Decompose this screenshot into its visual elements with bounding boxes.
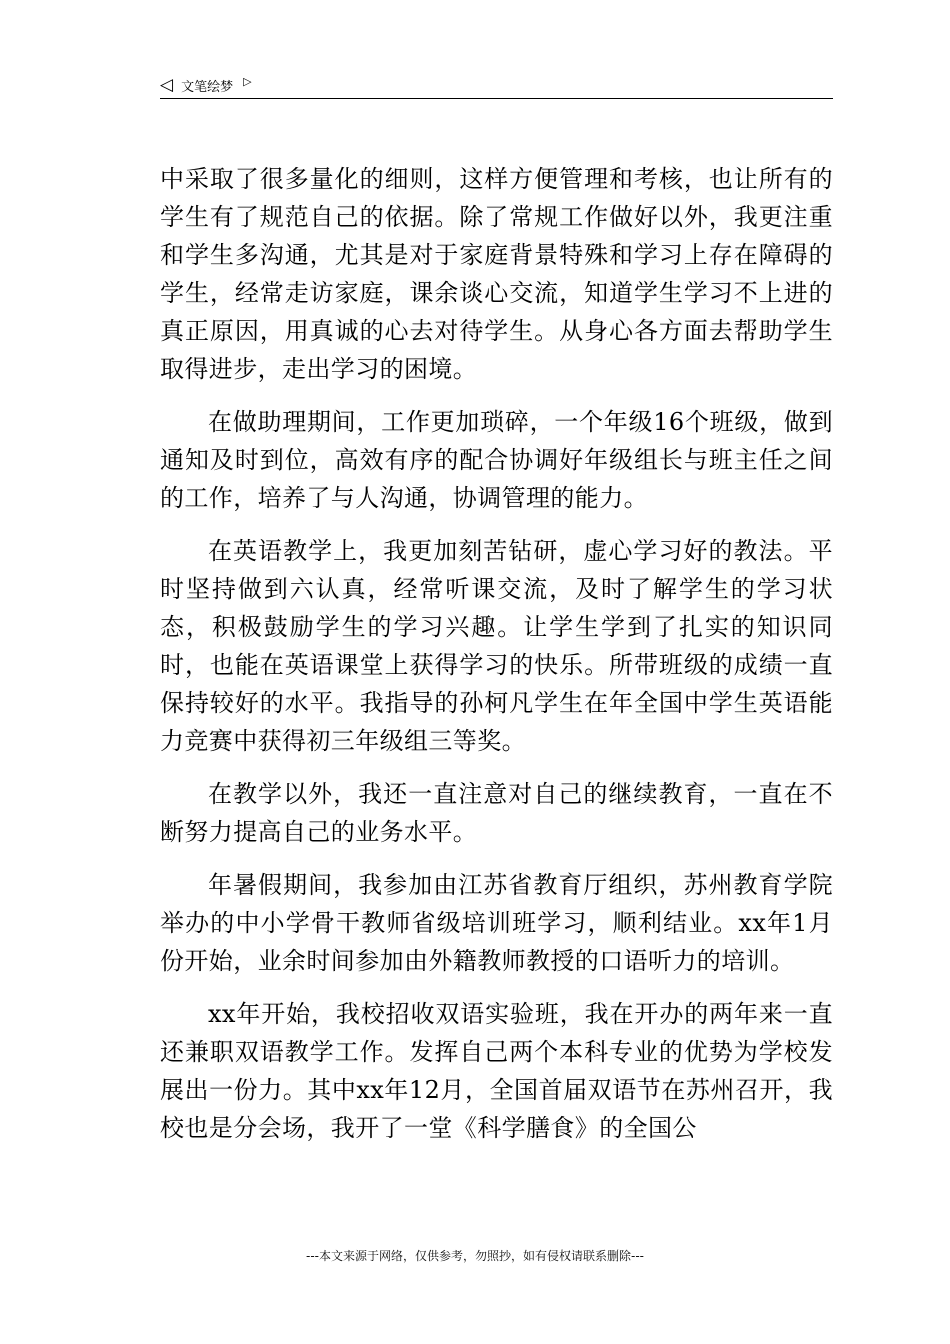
page-header [160, 72, 833, 99]
page-footer: ---本文来源于网络，仅供参考，勿照抄，如有侵权请联系删除--- [306, 1249, 644, 1263]
paragraph-6: xx年开始，我校招收双语实验班，我在开办的两年来一直还兼职双语教学工作。发挥自己两个本科专业的优势为学校发展出一份力。其中xx年12月，全国首届双语节在苏州召开，我校也是分会场，我开了一堂《科学膳食》的全国公 [160, 1000, 833, 1142]
document-body [160, 160, 833, 1162]
triangle-left-icon: ◁ [160, 74, 174, 95]
paragraph-3: 在英语教学上，我更加刻苦钻研，虚心学习好的教法。平时坚持做到六认真，经常听课交流，及时了解学生的学习状态，积极鼓励学生的学习兴趣。让学生学到了扎实的知识同时，也能在英语课堂上获得学习的快乐。所带班级的成绩一直保持较好的水平。我指导的孙柯凡学生在年全国中学生英语能力竞赛中获得初三年级组三等奖。 [160, 537, 833, 755]
triangle-right-icon: ▷ [243, 74, 252, 88]
header-title: 文笔绘梦 [181, 79, 234, 95]
paragraph-4: 在教学以外，我还一直注意对自己的继续教育，一直在不断努力提高自己的业务水平。 [160, 780, 833, 846]
paragraph-2: 在做助理期间，工作更加琐碎，一个年级16个班级，做到通知及时到位，高效有序的配合协调好年级组长与班主任之间的工作，培养了与人沟通，协调管理的能力。 [160, 408, 833, 512]
paragraph-5: 年暑假期间，我参加由江苏省教育厅组织，苏州教育学院举办的中小学骨干教师省级培训班学习，顺利结业。xx年1月份开始，业余时间参加由外籍教师教授的口语听力的培训。 [160, 871, 833, 975]
paragraph-1: 中采取了很多量化的细则，这样方便管理和考核，也让所有的学生有了规范自己的依据。除了常规工作做好以外，我更注重和学生多沟通，尤其是对于家庭背景特殊和学习上存在障碍的学生，经常走访家庭，课余谈心交流，知道学生学习不上进的真正原因，用真诚的心去对待学生。从身心各方面去帮助学生取得进步，走出学习的困境。 [160, 165, 833, 383]
